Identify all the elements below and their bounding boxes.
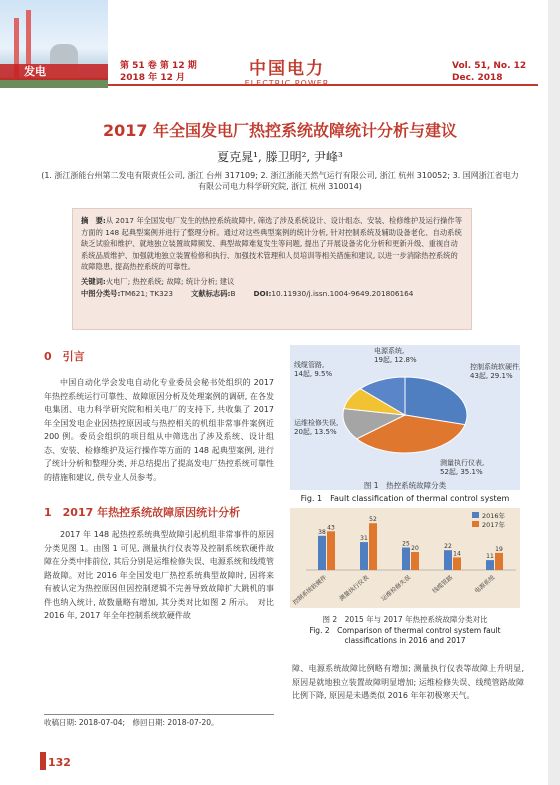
bar [444,550,452,570]
figure-1-caption-cn: 图 1 热控系统故障分类 [363,481,447,490]
legend-swatch [472,512,479,518]
paper-title: 2017 年全国发电厂热控系统故障统计分析与建议 [102,121,458,140]
x-tick-label: 电源系统 [473,574,497,595]
received-date-footnote: 收稿日期: 2018-07-04; 修回日期: 2018-07-20。 [44,718,219,727]
section-heading-intro: 0 引言 [44,350,85,363]
volume-info-en [452,60,526,84]
date-cn: 2018 年 12 月 [120,73,185,83]
doi-value[interactable]: 10.11930/j.issn.1004-9649.201806164 [271,288,414,298]
x-tick-label: 测量执行仪表 [338,574,371,603]
section-body-1: 2017 年 148 起热控系统典型故障引起机组非常事件的原因分类见图 1。由图 1 可见, 测量执行仪表等及控制系统软硬件故障在分类中排前位, 其后分别是运维检修失误、电源系统和线缆管路故障。对比 2016 年全国发电厂热控系统典型故障时, 因将来有被认定为热控原因但因控制逻辑不完善导致故障扩大跳机的事件也纳入统计, 故数量略有增加, 其分类对比如图 2 所示。 对比 2016 年, 2017 年全年控制系统软硬件故 [44,530,274,620]
doc-label: 文献标志码: [191,288,231,298]
pie-chart [290,345,520,480]
doc-value: B [230,288,236,298]
keywords [81,276,463,287]
volume-info-cn [120,60,197,84]
abstract-label: 摘 要: [81,216,106,225]
pie-slice-label: 运维检修失误, 20起, 13.5% [294,419,339,436]
legend-entry: 2016年 [482,512,506,520]
legend-swatch [472,521,479,527]
volume-en: Vol. 51, No. 12 [452,61,527,71]
date-en: Dec. 2018 [452,73,503,83]
journal-header [0,0,560,88]
bar [453,557,461,570]
figure-1-caption-en: Fig. 1 Fault classification of thermal control system [300,494,510,503]
pie-slice-label: 测量执行仪表, 52起, 35.1% [440,459,485,476]
bar [318,536,326,570]
authors: 夏克晁¹, 滕卫明², 尹峰³ [217,150,343,164]
bar [360,542,368,570]
x-tick-label: 运维检修失误 [380,574,413,603]
bar-value-label: 31 [360,535,368,543]
bar [411,552,419,570]
figure-2-caption-en: Fig. 2 Comparison of thermal control system fault classifications in 2016 and 2017 [309,626,501,645]
figure-1 [290,345,520,490]
abstract-box [72,208,472,330]
journal-name-cn: 中国电力 [249,59,325,79]
bar [327,531,335,570]
bar-value-label: 11 [486,553,494,561]
volume-cn: 第 51 卷 第 12 期 [120,61,197,71]
footnote-rule [44,714,274,715]
figure-2-caption-cn: 图 2 2015 年与 2017 年热控系统故障分类对比 [322,615,488,624]
bar-value-label: 25 [402,540,410,548]
bar [486,560,494,570]
header-rule [108,84,538,86]
bar-value-label: 22 [444,543,452,551]
x-tick-label: 线缆管路 [431,574,455,595]
x-tick-label: 控制系统软硬件 [291,574,329,607]
bar [369,523,377,570]
pie-slice-label: 控制系统软硬件, 43起, 29.1% [470,363,520,380]
bar-value-label: 52 [369,516,377,524]
bar-value-label: 14 [453,550,461,558]
bar [402,548,410,571]
section-tag: 发电 [0,64,108,80]
figure-2 [290,508,520,608]
bar-chart [290,508,520,608]
pie-slice-label: 电源系统, 19起, 12.8% [374,347,417,364]
cls-label: 中图分类号: [81,288,121,298]
classification-row [81,289,463,299]
section-heading-1: 1 2017 年热控系统故障原因统计分析 [44,506,241,519]
bar-value-label: 20 [411,545,419,552]
keywords-label: 关键词: [81,276,106,286]
legend-entry: 2017年 [482,521,506,529]
pie-slice-label: 线缆管路, 14起, 9.5% [294,361,333,378]
abstract [81,215,463,273]
page-number-bar [40,752,46,770]
section-body-intro: 中国自动化学会发电自动化专业委员会秘书处组织的 2017 年热控系统运行可靠性、故障原因分析及处理案例的调研, 在各发电集团、电力科学研究院和相关电厂的支持下, 共收集了 2017 年全国发电企业因热控原因或与热控相关的机组非常事件案例近 200 例。委员会组织的项目组从中筛选出了涉及系统、设计组态、安装、检修维护及运行操作等方面的 148 起典型案例, 进行了统计分析和整理分类, 并总结提出了提高发电厂热控系统可靠性的措施和建议, 供专业人员参考。 [44,378,274,482]
keywords-text: 火电厂; 热控系统; 故障; 统计分析; 建议 [105,276,235,286]
doi-label: DOI: [253,288,272,298]
right-column-text: 障、电源系统故障比例略有增加; 测量执行仪表等故障上升明显, 原因是就地独立装置故障明显增加; 运维检修失误、线缆管路故障比例下降, 原因是未遇类似 2016 年年初极寒天气。 [292,664,524,700]
affiliations: (1. 浙江浙能台州第二发电有限责任公司, 浙江 台州 317109; 2. 浙江浙能天然气运行有限公司, 浙江 杭州 310052; 3. 国网浙江省电力有限公司电力科学研究院, 浙江 杭州 310014) [41,171,519,191]
journal-name [232,54,342,88]
abstract-text: 从 2017 年全国发电厂发生的热控系统故障中, 筛选了涉及系统设计、设计组态、安装、检修维护及运行操作等方面的 148 起典型案例并进行了整理分析。通过对这些典型案例的统计分析, 针对控制系统及辅助设备老化、自动系统缺乏试验和维护、就地独立装置故障频发、典型故障难复发生等问题, 提出了开展设备劣化分析和更新升级、重视自动系统品质维护、加强就地独立装置检修和执行、加强技术管理和人员培训等相关措施和建议, 以进一步消除热控系统的故障隐患, 提高热控系统的可靠性。 [81,216,463,271]
page-number: 132 [48,756,71,769]
bar-value-label: 43 [327,524,335,532]
left-column [44,348,274,623]
page-edge [548,0,560,785]
cls-value: TM621; TK323 [120,288,174,298]
bar-value-label: 19 [495,545,503,553]
bar [495,553,503,570]
bar-value-label: 38 [318,528,326,536]
